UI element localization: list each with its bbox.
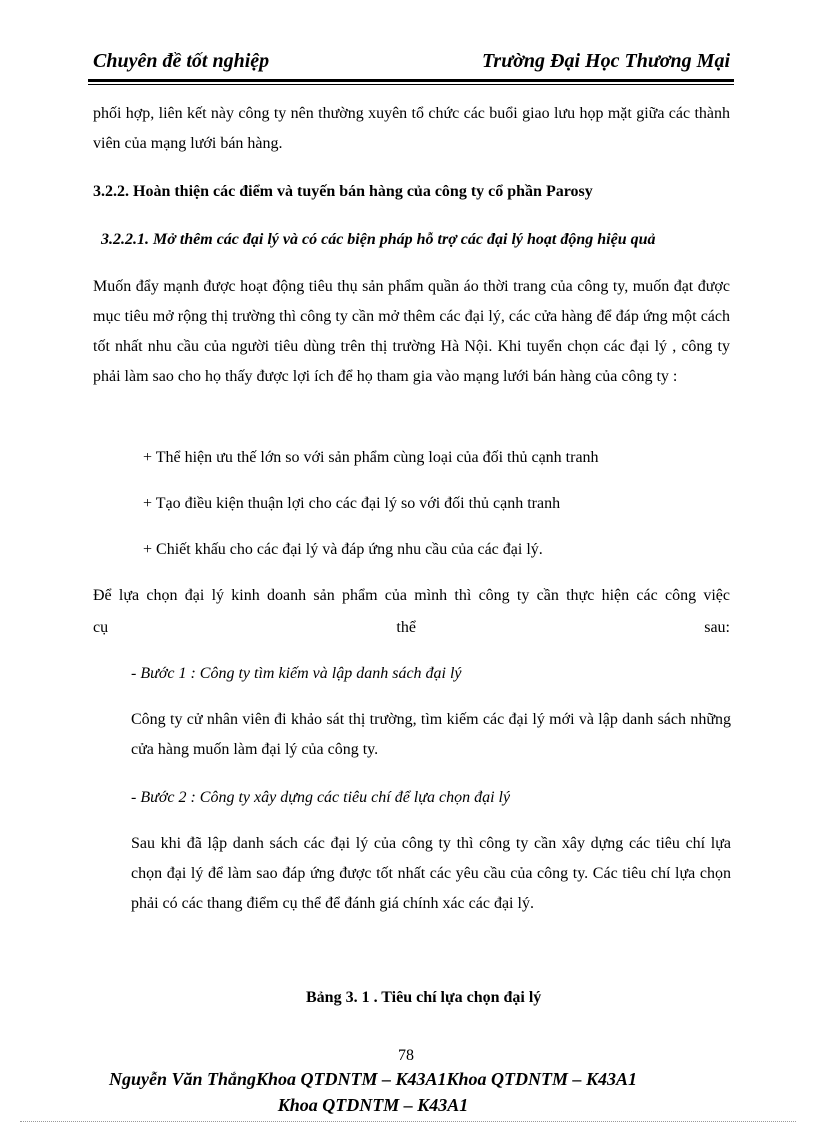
paragraph-de-line-2: cụ thể sau:	[93, 619, 730, 636]
paragraph-muon: Muốn đẩy mạnh được hoạt động tiêu thụ sản phẩm quần áo thời trang của công ty, muốn đạt được mục tiêu mở rộng thị trường thì công ty cần mở thêm các đại lý, các cửa hàng để đáp ứng một cách tốt nhất nhu cầu của người tiêu dùng trên thị trường Hà Nội. Khi tuyển chọn các đại lý , công ty phải làm sao cho họ thấy được lợi ích để họ tham gia vào mạng lưới bán hàng của công ty :	[93, 278, 730, 385]
page-header	[93, 50, 730, 78]
page-footer	[93, 1066, 653, 1118]
footer-line-1: Nguyễn Văn ThắngKhoa QTDNTM – K43A1Khoa QTDNTM – K43A1	[108, 1069, 638, 1089]
header-right-title: Trường Đại Học Thương Mại	[481, 50, 730, 72]
step-2-title: - Bước 2 : Công ty xây dựng các tiêu chí để lựa chọn đại lý	[131, 789, 511, 806]
section-heading-3-2-2: 3.2.2. Hoàn thiện các điểm và tuyến bán hàng của công ty cổ phần Parosy	[93, 183, 593, 200]
header-left-title: Chuyên đề tốt nghiệp	[93, 50, 270, 72]
paragraph-de-line-1: Để lựa chọn đại lý kinh doanh sản phẩm của mình thì công ty cần thực hiện các công việc	[93, 587, 730, 604]
header-rule-thick	[88, 79, 734, 82]
footer-line-2: Khoa QTDNTM – K43A1	[277, 1095, 469, 1115]
bottom-dotted-rule	[20, 1121, 796, 1122]
header-rule-thin	[88, 84, 734, 85]
bullet-item-2: + Tạo điều kiện thuận lợi cho các đại lý so với đối thủ cạnh tranh	[143, 495, 561, 512]
bullet-item-3: + Chiết khấu cho các đại lý và đáp ứng nhu cầu của các đại lý.	[143, 541, 543, 558]
subsection-heading-3-2-2-1: 3.2.2.1. Mở thêm các đại lý và có các biện pháp hỗ trợ các đại lý hoạt động hiệu quả	[101, 231, 656, 248]
bullet-item-1: + Thể hiện ưu thế lớn so với sản phẩm cùng loại của đối thủ cạnh tranh	[143, 449, 599, 466]
step-1-text: Công ty cử nhân viên đi khảo sát thị trường, tìm kiếm các đại lý mới và lập danh sách những cửa hàng muốn làm đại lý của công ty.	[131, 711, 731, 758]
intro-paragraph: phối hợp, liên kết này công ty nên thường xuyên tổ chức các buổi giao lưu họp mặt giữa các thành viên của mạng lưới bán hàng.	[93, 105, 730, 152]
table-caption: Bảng 3. 1 . Tiêu chí lựa chọn đại lý	[306, 989, 542, 1006]
step-2-text: Sau khi đã lập danh sách các đại lý của công ty thì công ty cần xây dựng các tiêu chí lựa chọn đại lý để làm sao đáp ứng được tốt nhất các yêu cầu của công ty. Các tiêu chí lựa chọn phải có các thang điểm cụ thể để đánh giá chính xác các đại lý.	[131, 835, 731, 912]
step-1-title: - Bước 1 : Công ty tìm kiếm và lập danh sách đại lý	[131, 665, 462, 682]
page-number: 78	[398, 1047, 414, 1064]
